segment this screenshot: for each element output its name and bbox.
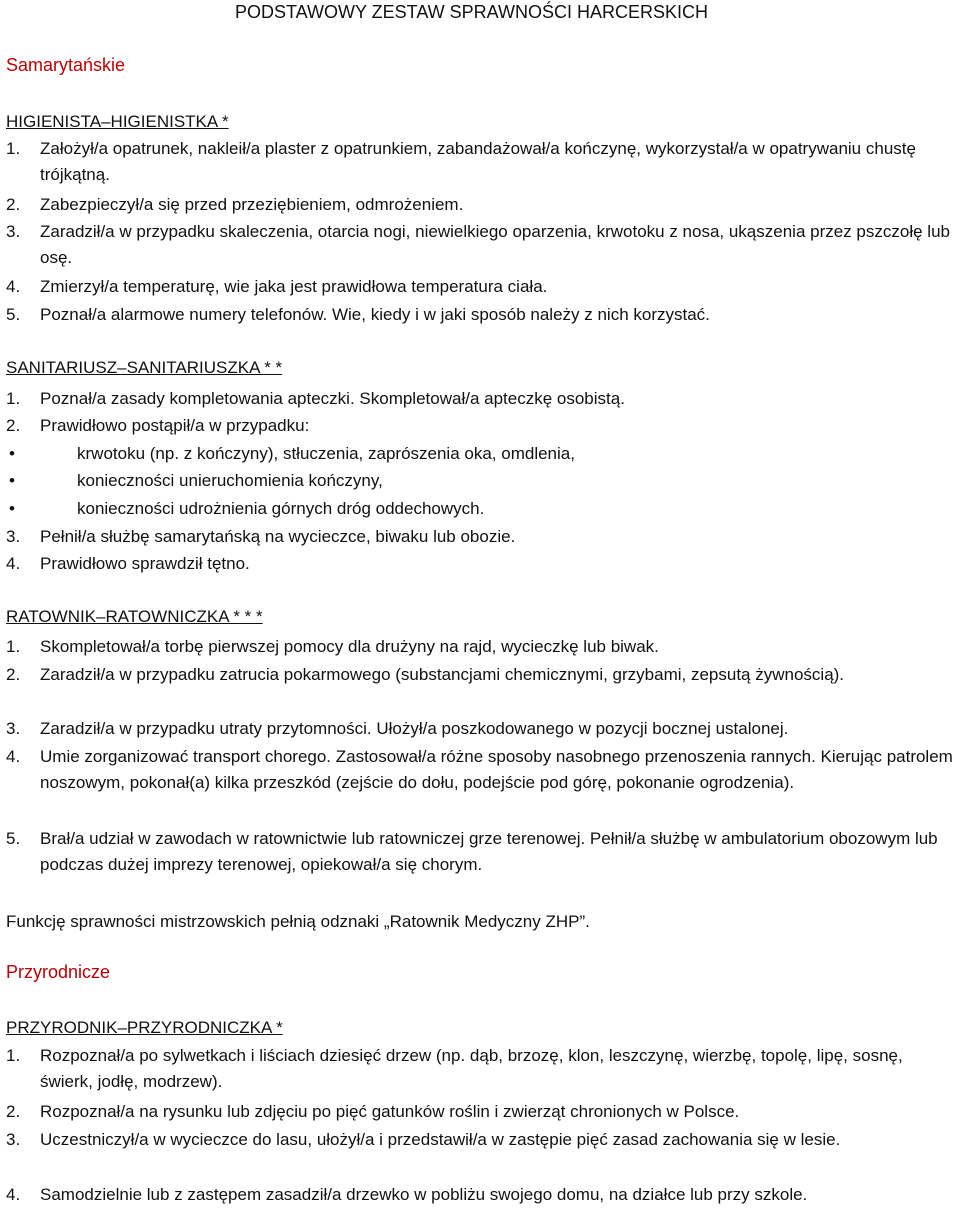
bullet-icon: •	[9, 499, 15, 518]
item-text: Zaradził/a w przypadku utraty przytomności. Ułożył/a poszkodowanego w pozycji bocznej ustalonej.	[40, 719, 789, 738]
item-number: 1.	[6, 637, 21, 656]
badge-title-sanitariusz: SANITARIUSZ–SANITARIUSZKA * *	[6, 358, 283, 377]
bullet-item	[6, 468, 958, 494]
item-number: 1.	[6, 389, 21, 408]
item-text: Rozpoznał/a po sylwetkach i liściach dziesięć drzew (np. dąb, brzozę, klon, leszczynę, wierzbę, topolę, lipę, sosnę, świerk, jodłę, modrzew).	[40, 1046, 903, 1091]
list-item	[6, 192, 958, 218]
bullet-text: konieczności udrożnienia górnych dróg oddechowych.	[77, 499, 485, 518]
item-number: 2.	[6, 1102, 21, 1121]
category-heading-przyrodnicze: Przyrodnicze	[6, 962, 111, 982]
list-item	[6, 1127, 958, 1153]
bullet-icon: •	[9, 471, 15, 490]
item-text: Skompletował/a torbę pierwszej pomocy dla drużyny na rajd, wycieczkę lub biwak.	[40, 637, 659, 656]
item-text: Umie zorganizować transport chorego. Zastosował/a różne sposoby nasobnego przenoszenia rannych. Kierując patrolem noszowym, pokonał(a) kilka przeszkód (zejście do dołu, podejście pod górę, pokonanie ogrodzenia).	[40, 747, 953, 792]
item-text: Prawidłowo sprawdził tętno.	[40, 554, 250, 573]
item-number: 3.	[6, 719, 21, 738]
list-item	[6, 716, 958, 742]
list-item	[6, 1099, 958, 1125]
item-number: 1.	[6, 1046, 21, 1065]
list-item	[6, 1182, 958, 1208]
item-number: 3.	[6, 222, 21, 241]
bullet-text: krwotoku (np. z kończyny), stłuczenia, zaprószenia oka, omdlenia,	[77, 444, 575, 463]
list-item	[6, 136, 958, 188]
item-number: 4.	[6, 747, 21, 766]
item-number: 5.	[6, 305, 21, 324]
bullet-text: konieczności unieruchomienia kończyny,	[77, 471, 383, 490]
item-text: Pełnił/a służbę samarytańską na wycieczce, biwaku lub obozie.	[40, 527, 516, 546]
item-number: 4.	[6, 1185, 21, 1204]
item-text: Zaradził/a w przypadku skaleczenia, otarcia nogi, niewielkiego oparzenia, krwotoku z nosa, ukąszenia przez pszczołę lub osę.	[40, 222, 950, 267]
list-item	[6, 826, 958, 878]
item-text: Zabezpieczył/a się przed przeziębieniem, odmrożeniem.	[40, 195, 464, 214]
item-text: Brał/a udział w zawodach w ratownictwie lub ratowniczej grze terenowej. Pełnił/a służbę w ambulatorium obozowym lub podczas dużej imprezy terenowej, opiekował/a się chorym.	[40, 829, 938, 874]
item-text: Poznał/a alarmowe numery telefonów. Wie, kiedy i w jaki sposób należy z nich korzystać.	[40, 305, 710, 324]
item-number: 4.	[6, 277, 21, 296]
item-text: Poznał/a zasady kompletowania apteczki. Skompletował/a apteczkę osobistą.	[40, 389, 625, 408]
item-text: Prawidłowo postąpił/a w przypadku:	[40, 416, 310, 435]
list-item	[6, 274, 958, 300]
document-title: PODSTAWOWY ZESTAW SPRAWNOŚCI HARCERSKICH	[235, 2, 709, 22]
item-number: 3.	[6, 527, 21, 546]
note-text: Funkcję sprawności mistrzowskich pełnią odznaki „Ratownik Medyczny ZHP”.	[6, 912, 590, 931]
item-text: Samodzielnie lub z zastępem zasadził/a drzewko w pobliżu swojego domu, na działce lub przy szkole.	[40, 1185, 808, 1204]
item-number: 5.	[6, 829, 21, 848]
list-item	[6, 744, 958, 796]
list-item	[6, 413, 958, 439]
list-item	[6, 386, 958, 412]
bullet-item	[6, 441, 958, 467]
item-number: 3.	[6, 1130, 21, 1149]
item-text: Uczestniczył/a w wycieczce do lasu, ułożył/a i przedstawił/a w zastępie pięć zasad zachowania się w lesie.	[40, 1130, 841, 1149]
list-item	[6, 662, 958, 688]
item-number: 2.	[6, 416, 21, 435]
item-text: Rozpoznał/a na rysunku lub zdjęciu po pięć gatunków roślin i zwierząt chronionych w Polsce.	[40, 1102, 740, 1121]
item-text: Zaradził/a w przypadku zatrucia pokarmowego (substancjami chemicznymi, grzybami, zepsutą żywnością).	[40, 665, 845, 684]
bullet-icon: •	[9, 444, 15, 463]
badge-title-przyrodnik: PRZYRODNIK–PRZYRODNICZKA *	[6, 1018, 283, 1037]
item-number: 4.	[6, 554, 21, 573]
item-number: 2.	[6, 665, 21, 684]
list-item	[6, 551, 958, 577]
list-item	[6, 524, 958, 550]
list-item	[6, 219, 958, 271]
bullet-item	[6, 496, 958, 522]
badge-title-higienista: HIGIENISTA–HIGIENISTKA *	[6, 112, 229, 131]
list-item	[6, 634, 958, 660]
badge-title-ratownik: RATOWNIK–RATOWNICZKA * * *	[6, 607, 263, 626]
list-item	[6, 1043, 958, 1095]
item-text: Zmierzył/a temperaturę, wie jaka jest prawidłowa temperatura ciała.	[40, 277, 548, 296]
item-number: 1.	[6, 139, 21, 158]
item-number: 2.	[6, 195, 21, 214]
list-item	[6, 302, 958, 328]
item-text: Założył/a opatrunek, nakleił/a plaster z opatrunkiem, zabandażował/a kończynę, wykorzystał/a w opatrywaniu chustę trójkątną.	[40, 139, 916, 184]
category-heading-samarytanskie: Samarytańskie	[6, 55, 126, 75]
